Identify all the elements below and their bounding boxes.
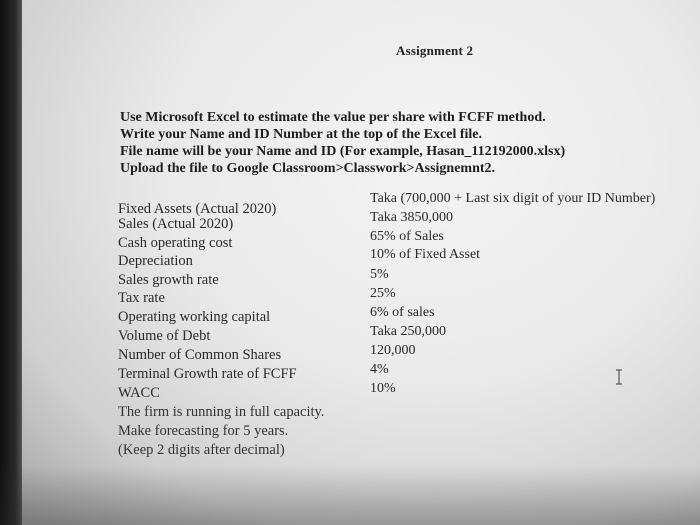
parameter-label: Volume of Debt xyxy=(118,328,211,344)
page-title: Assignment 2 xyxy=(396,43,474,58)
parameter-value: Taka 3850,000 xyxy=(370,210,454,225)
parameter-value: 25% xyxy=(370,286,396,301)
parameter-label: Cash operating cost xyxy=(118,235,233,251)
parameter-value: Taka (700,000 + Last six digit of your ID Number) xyxy=(370,191,656,206)
parameter-value: 6% of sales xyxy=(370,305,435,320)
parameter-value: 4% xyxy=(370,362,389,377)
monitor-bezel xyxy=(0,0,22,525)
note-line: (Keep 2 digits after decimal) xyxy=(118,442,285,458)
instruction-line: File name will be your Name and ID (For example, Hasan_112192000.xlsx) xyxy=(120,144,566,159)
note-line: Make forecasting for 5 years. xyxy=(118,423,289,439)
instruction-line: Upload the file to Google Classroom>Classwork>Assignemnt2. xyxy=(120,161,496,176)
parameter-label: Fixed Assets (Actual 2020) xyxy=(118,201,277,217)
parameter-label: Depreciation xyxy=(118,253,193,269)
parameter-label: Sales growth rate xyxy=(118,272,219,288)
parameter-value: 120,000 xyxy=(370,343,416,358)
instruction-line: Use Microsoft Excel to estimate the value per share with FCFF method. xyxy=(120,110,546,125)
instruction-line: Write your Name and ID Number at the top of the Excel file. xyxy=(120,127,483,142)
parameter-label: Sales (Actual 2020) xyxy=(118,216,234,232)
text-cursor-icon xyxy=(614,369,624,385)
parameter-label: Terminal Growth rate of FCFF xyxy=(118,366,297,382)
parameter-value: 65% of Sales xyxy=(370,229,444,244)
parameter-label: Number of Common Shares xyxy=(118,347,282,363)
parameter-value: 5% xyxy=(370,267,389,282)
parameter-label: WACC xyxy=(118,385,160,401)
parameter-label: Operating working capital xyxy=(118,309,271,325)
note-line: The firm is running in full capacity. xyxy=(118,404,325,420)
parameter-value: 10% xyxy=(370,381,396,396)
parameter-value: Taka 250,000 xyxy=(370,324,447,339)
screen-vignette xyxy=(0,465,700,525)
parameter-label: Tax rate xyxy=(118,290,165,306)
parameter-value: 10% of Fixed Asset xyxy=(370,247,481,262)
